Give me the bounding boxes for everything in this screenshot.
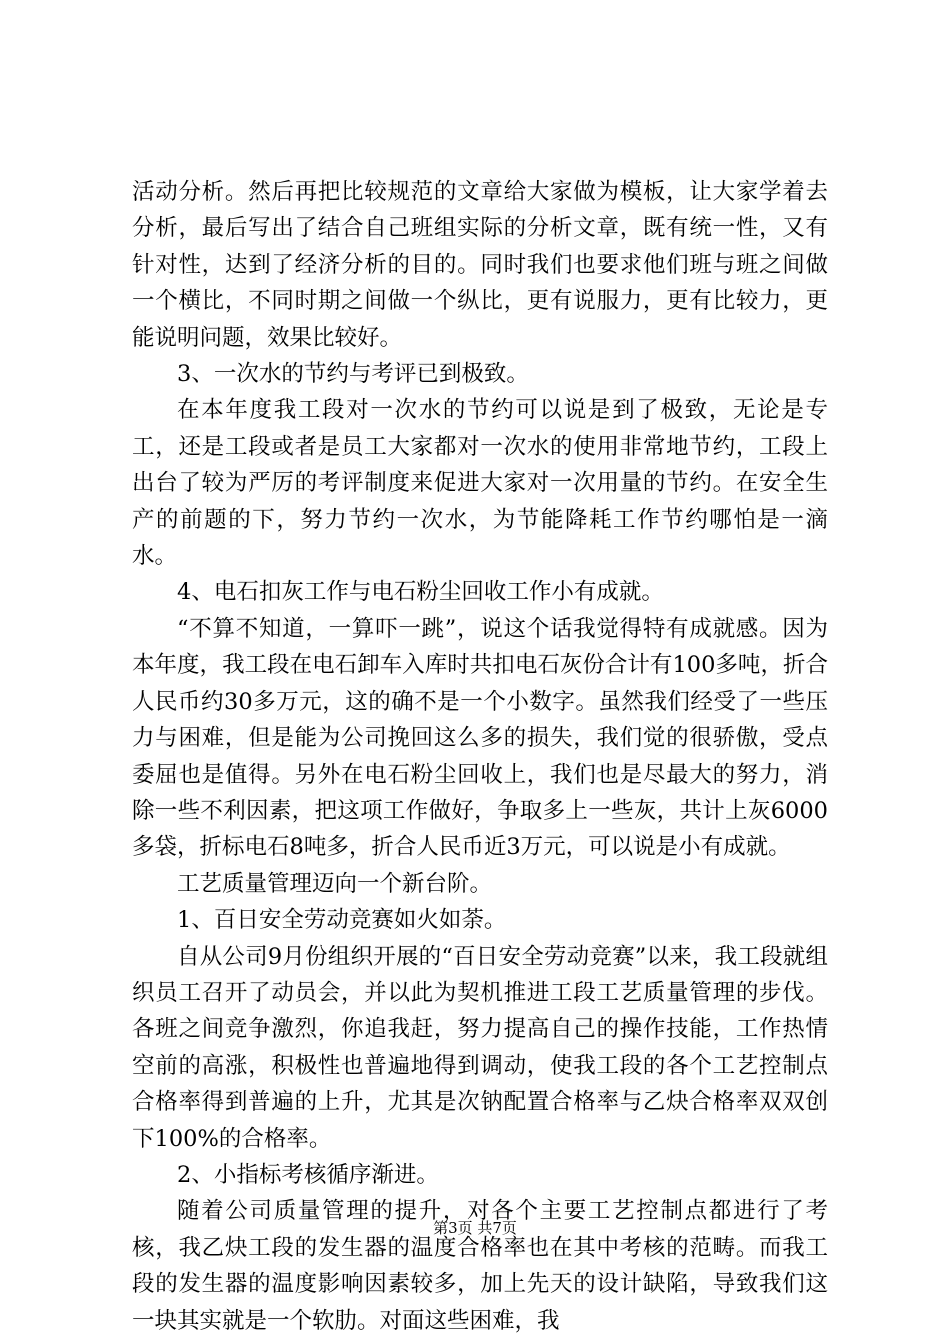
- page-number-footer: 第3页 共7页: [433, 1219, 517, 1237]
- heading-indicator-assessment: 2、小指标考核循序渐进。: [177, 1161, 439, 1188]
- heading-quality-management: 工艺质量管理迈向一个新台阶。: [177, 870, 493, 897]
- heading-water-saving: 3、一次水的节约与考评已到极致。: [177, 361, 529, 388]
- paragraph: 自从公司9月份组织开展的“百日安全劳动竞赛”以来，我工段就组织员工召开了动员会，并以此为契机推进工段工艺质量管理的步伐。各班之间竞争激烈，你追我赶，努力提高自己的操作技能，工作热情空前的高涨，积极性也普遍地得到调动，使我工段的各个工艺控制点合格率得到普遍的上升，尤其是次钠配置合格率与乙炔合格率双双创下100%的合格率。: [132, 943, 828, 1152]
- heading-carbide-ash: 4、电石扣灰工作与电石粉尘回收工作小有成就。: [177, 579, 664, 606]
- paragraph: “不算不知道，一算吓一跳”，说这个话我觉得特有成就感。因为本年度，我工段在电石卸车入库时共扣电石灰份合计有100多吨，折合人民币约30多万元，这的确不是一个小数字。虽然我们经受了一些压力与困难，但是能为公司挽回这么多的损失，我们觉的很骄傲，受点委屈也是值得。另外在电石粉尘回收上，我们也是尽最大的努力，消除一些不利因素，把这项工作做好，争取多上一些灰，共计上灰6000多袋，折标电石8吨多，折合人民币近3万元，可以说是小有成就。: [132, 615, 828, 861]
- paragraph: 活动分析。然后再把比较规范的文章给大家做为模板，让大家学着去分析，最后写出了结合自己班组实际的分析文章，既有统一性，又有针对性，达到了经济分析的目的。同时我们也要求他们班与班之间做一个横比，不同时期之间做一个纵比，更有说服力，更有比较力，更能说明问题，效果比较好。: [132, 179, 828, 351]
- heading-safety-competition: 1、百日安全劳动竞赛如火如荼。: [177, 907, 507, 934]
- body-text: [132, 174, 828, 1339]
- paragraph: 随着公司质量管理的提升，对各个主要工艺控制点都进行了考核，我乙炔工段的发生器的温度合格率也在其中考核的范畴。而我工段的发生器的温度影响因素较多，加上先天的设计缺陷，导致我们这一块其实就是一个软肋。对面这些困难，我: [132, 1198, 828, 1334]
- paragraph: 在本年度我工段对一次水的节约可以说是到了极致，无论是专工，还是工段或者是员工大家都对一次水的使用非常地节约，工段上出台了较为严厉的考评制度来促进大家对一次用量的节约。在安全生产的前题的下，努力节约一次水，为节能降耗工作节约哪怕是一滴水。: [132, 397, 828, 570]
